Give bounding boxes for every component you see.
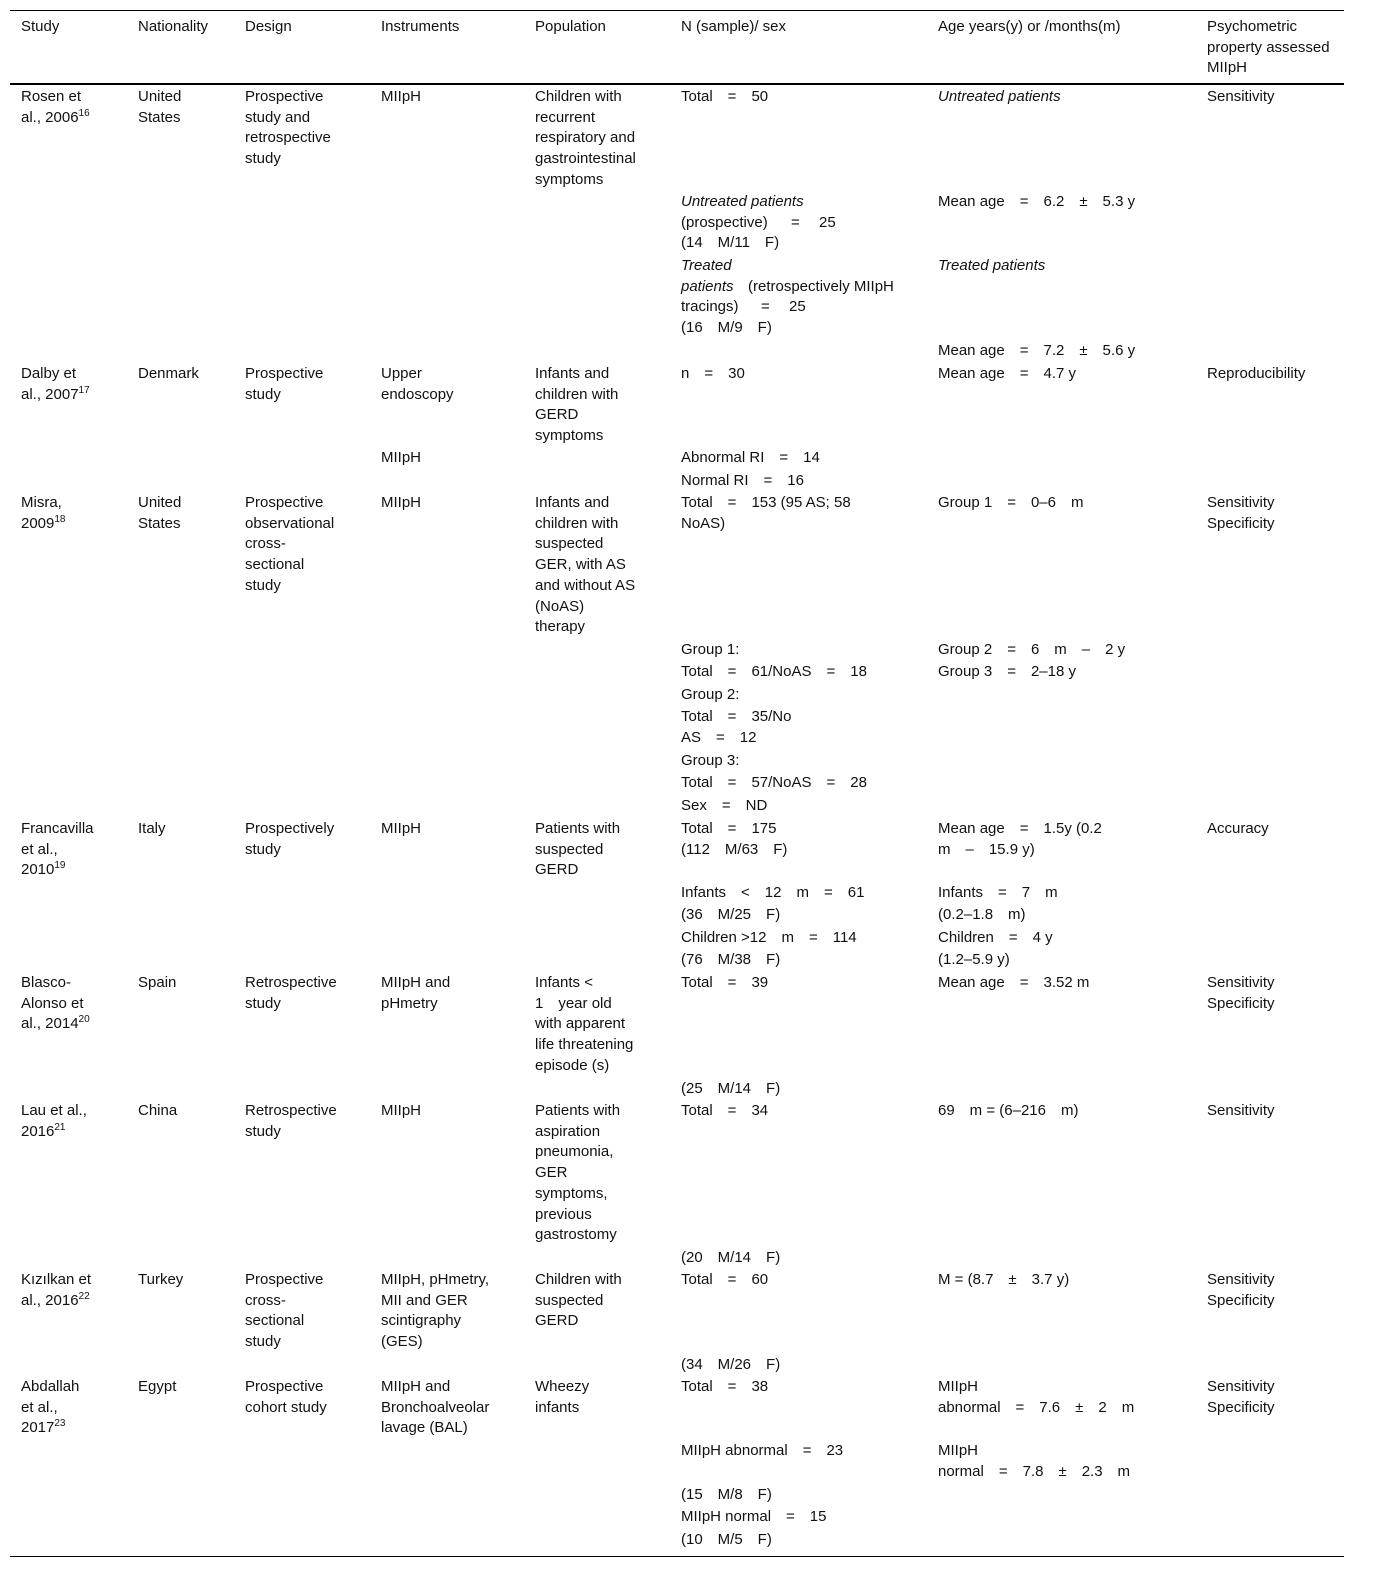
n-misra-group-line: Total = 61/NoAS = 18 bbox=[681, 663, 867, 680]
psychometric-abdallah: Sensitivity bbox=[1207, 1378, 1275, 1395]
design-abdallah: cohort study bbox=[245, 1398, 327, 1416]
psychometric-misra: Specificity bbox=[1207, 514, 1275, 532]
population-lau: gastrostomy bbox=[535, 1226, 617, 1244]
n-dalby-normal: Normal RI = 16 bbox=[681, 472, 804, 489]
n-misra-group-line: Group 2: bbox=[681, 686, 740, 703]
n-rosen-treated-value: 25 bbox=[789, 298, 806, 316]
age-misra-group2: Group 2 = 6 m – 2 y bbox=[938, 641, 1126, 658]
study-kizilkan: al., 2016$^{22}$ bbox=[21, 1290, 90, 1309]
design-blasco: Retrospective bbox=[245, 974, 337, 991]
population-lau: previous bbox=[535, 1205, 592, 1223]
n-rosen-untreated-label: Untreated patients bbox=[681, 193, 804, 210]
nationality-rosen: States bbox=[138, 108, 181, 126]
instruments-blasco: pHmetry bbox=[381, 994, 438, 1012]
n-blasco-sex: (25 M/14 F) bbox=[681, 1080, 781, 1097]
study-misra: 2009$^{18}$ bbox=[21, 513, 66, 532]
reference-number: 17 bbox=[78, 384, 90, 396]
header-study: Study bbox=[21, 18, 60, 35]
instruments-abdallah: MIIpH and bbox=[381, 1378, 451, 1395]
nationality-rosen: United bbox=[138, 88, 182, 105]
instruments-francavilla: MIIpH bbox=[381, 820, 422, 837]
psychometric-rosen: Sensitivity bbox=[1207, 88, 1275, 105]
instruments-abdallah: Bronchoalveolar bbox=[381, 1398, 490, 1416]
n-francavilla-total: (112 M/63 F) bbox=[681, 840, 788, 858]
nationality-lau: China bbox=[138, 1102, 178, 1119]
psychometric-lau: Sensitivity bbox=[1207, 1102, 1275, 1119]
age-dalby: Mean age = 4.7 y bbox=[938, 365, 1076, 382]
age-rosen-treated-mean: Mean age = 7.2 ± 5.6 y bbox=[938, 342, 1136, 359]
population-misra: therapy bbox=[535, 618, 586, 636]
n-rosen-treated-label-2: patients bbox=[681, 277, 734, 295]
n-misra-total: NoAS) bbox=[681, 514, 726, 532]
nationality-francavilla: Italy bbox=[138, 820, 166, 837]
design-blasco: study bbox=[245, 994, 281, 1012]
n-rosen-untreated-sex: (14 M/11 F) bbox=[681, 234, 780, 252]
design-rosen: study and bbox=[245, 108, 311, 126]
instruments-blasco: MIIpH and bbox=[381, 974, 451, 991]
instruments-dalby-miiph: MIIpH bbox=[381, 449, 422, 466]
design-misra: observational bbox=[245, 514, 335, 532]
age-misra-group3: Group 3 = 2–18 y bbox=[938, 663, 1076, 680]
population-misra: children with bbox=[535, 514, 619, 532]
age-abdallah-normal: MIIpH bbox=[938, 1442, 979, 1459]
table-header-rule bbox=[10, 83, 1344, 85]
nationality-misra: United bbox=[138, 494, 182, 511]
study-dalby: al., 2007$^{17}$ bbox=[21, 384, 90, 403]
study-blasco: Blasco- bbox=[21, 974, 72, 991]
header-design: Design bbox=[245, 18, 292, 35]
n-abdallah-subgroup: (10 M/5 F) bbox=[681, 1531, 772, 1548]
n-francavilla-total: Total = 175 bbox=[681, 820, 777, 837]
age-abdallah-abnormal: abnormal = 7.6 ± 2 m bbox=[938, 1398, 1135, 1416]
study-blasco: al., 2014$^{20}$ bbox=[21, 1014, 90, 1033]
n-abdallah-subgroup: (15 M/8 F) bbox=[681, 1486, 772, 1503]
age-abdallah-abnormal: MIIpH bbox=[938, 1378, 979, 1395]
study-rosen: Rosen et bbox=[21, 88, 82, 105]
instruments-kizilkan: scintigraphy bbox=[381, 1312, 462, 1330]
n-rosen-untreated-prospective: (prospective) bbox=[681, 213, 768, 231]
n-misra-group-line: Total = 57/NoAS = 28 bbox=[681, 774, 867, 791]
population-blasco: episode (s) bbox=[535, 1056, 610, 1074]
n-misra-group-line: Group 3: bbox=[681, 752, 740, 769]
reference-number: 23 bbox=[54, 1418, 66, 1430]
study-misra: Misra, bbox=[21, 494, 62, 511]
design-misra: cross- bbox=[245, 535, 286, 553]
population-lau: Patients with bbox=[535, 1102, 621, 1119]
population-misra: Infants and bbox=[535, 494, 610, 511]
table-top-rule bbox=[10, 10, 1344, 11]
population-abdallah: Wheezy bbox=[535, 1378, 590, 1395]
design-rosen: retrospective bbox=[245, 129, 331, 147]
design-francavilla: study bbox=[245, 840, 281, 858]
population-lau: symptoms, bbox=[535, 1184, 608, 1202]
n-abdallah-total: Total = 38 bbox=[681, 1378, 769, 1395]
psychometric-kizilkan: Sensitivity bbox=[1207, 1271, 1275, 1288]
age-francavilla-subgroup: Children = 4 y bbox=[938, 929, 1053, 946]
n-dalby-abnormal: Abnormal RI = 14 bbox=[681, 449, 820, 466]
design-kizilkan: sectional bbox=[245, 1312, 305, 1330]
age-abdallah-normal: normal = 7.8 ± 2.3 m bbox=[938, 1462, 1131, 1480]
n-francavilla-subgroup: (36 M/25 F) bbox=[681, 906, 781, 923]
instruments-kizilkan: MII and GER bbox=[381, 1291, 468, 1309]
reference-number: 22 bbox=[78, 1290, 90, 1302]
study-abdallah: Abdallah bbox=[21, 1378, 80, 1395]
instruments-misra: MIIpH bbox=[381, 494, 422, 511]
n-lau-sex: (20 M/14 F) bbox=[681, 1249, 781, 1266]
reference-number: 20 bbox=[78, 1014, 90, 1026]
population-lau: GER bbox=[535, 1164, 568, 1182]
instruments-kizilkan: MIIpH, pHmetry, bbox=[381, 1271, 490, 1288]
n-misra-group-line: Total = 35/No bbox=[681, 708, 792, 725]
reference-number: 18 bbox=[54, 513, 66, 525]
n-francavilla-subgroup: Children >12 m = 114 bbox=[681, 929, 857, 946]
population-misra: suspected bbox=[535, 535, 604, 553]
age-francavilla-subgroup: Infants = 7 m bbox=[938, 884, 1058, 901]
population-blasco: with apparent bbox=[535, 1015, 626, 1033]
header-nationality: Nationality bbox=[138, 18, 209, 35]
age-francavilla-mean: Mean age = 1.5y (0.2 bbox=[938, 820, 1102, 837]
age-francavilla-mean: m – 15.9 y) bbox=[938, 840, 1035, 858]
population-dalby: symptoms bbox=[535, 427, 604, 445]
study-blasco: Alonso et bbox=[21, 994, 84, 1012]
n-dalby: n = 30 bbox=[681, 365, 745, 382]
n-rosen-treated-tracings: tracings) bbox=[681, 298, 739, 316]
design-kizilkan: cross- bbox=[245, 1291, 286, 1309]
population-blasco: 1 year old bbox=[535, 994, 612, 1012]
age-rosen-untreated-mean: Mean age = 6.2 ± 5.3 y bbox=[938, 193, 1136, 210]
study-abdallah: 2017$^{23}$ bbox=[21, 1418, 66, 1437]
population-blasco: Infants < bbox=[535, 974, 593, 991]
n-kizilkan-sex: (34 M/26 F) bbox=[681, 1356, 781, 1373]
instruments-rosen: MIIpH bbox=[381, 88, 422, 105]
n-lau-total: Total = 34 bbox=[681, 1102, 769, 1119]
n-rosen-untreated-equals: = bbox=[791, 213, 800, 231]
population-lau: pneumonia, bbox=[535, 1143, 614, 1161]
header-population: Population bbox=[535, 18, 606, 35]
age-misra-group1: Group 1 = 0–6 m bbox=[938, 494, 1084, 511]
age-francavilla-subgroup: (0.2–1.8 m) bbox=[938, 906, 1026, 923]
population-rosen: Children with bbox=[535, 88, 622, 105]
table-bottom-rule bbox=[10, 1556, 1344, 1557]
reference-number: 21 bbox=[54, 1121, 66, 1133]
population-lau: aspiration bbox=[535, 1122, 601, 1140]
population-rosen: symptoms bbox=[535, 170, 604, 188]
population-kizilkan: Children with bbox=[535, 1271, 622, 1288]
nationality-kizilkan: Turkey bbox=[138, 1271, 184, 1288]
design-misra: Prospective bbox=[245, 494, 324, 511]
study-francavilla: Francavilla bbox=[21, 820, 94, 837]
n-rosen-treated-equals: = bbox=[761, 298, 770, 316]
age-francavilla-subgroup: (1.2–5.9 y) bbox=[938, 951, 1010, 968]
n-abdallah-abnormal: MIIpH abnormal = 23 bbox=[681, 1442, 844, 1459]
nationality-misra: States bbox=[138, 514, 181, 532]
study-abdallah: et al., bbox=[21, 1398, 58, 1416]
population-dalby: children with bbox=[535, 385, 619, 403]
reference-number: 16 bbox=[78, 107, 90, 119]
design-dalby: Prospective bbox=[245, 365, 324, 382]
psychometric-francavilla: Accuracy bbox=[1207, 820, 1269, 837]
design-misra: study bbox=[245, 576, 281, 594]
study-lau: 2016$^{21}$ bbox=[21, 1121, 66, 1140]
psychometric-misra: Sensitivity bbox=[1207, 494, 1275, 511]
design-dalby: study bbox=[245, 385, 281, 403]
instruments-dalby-endoscopy: Upper bbox=[381, 365, 422, 382]
population-misra: and without AS bbox=[535, 576, 636, 594]
nationality-blasco: Spain bbox=[138, 974, 177, 991]
n-francavilla-subgroup: Infants < 12 m = 61 bbox=[681, 884, 865, 901]
n-misra-group-line: Sex = ND bbox=[681, 797, 768, 814]
population-dalby: Infants and bbox=[535, 365, 610, 382]
header-psychometric: MIIpH bbox=[1207, 59, 1248, 77]
nationality-abdallah: Egypt bbox=[138, 1378, 177, 1395]
study-francavilla: et al., bbox=[21, 840, 58, 858]
design-misra: sectional bbox=[245, 556, 305, 574]
n-francavilla-subgroup: (76 M/38 F) bbox=[681, 951, 781, 968]
n-misra-group-line: AS = 12 bbox=[681, 729, 757, 746]
nationality-dalby: Denmark bbox=[138, 365, 199, 382]
age-lau: 69 m = (6–216 m) bbox=[938, 1102, 1079, 1119]
population-misra: (NoAS) bbox=[535, 597, 585, 615]
psychometric-dalby: Reproducibility bbox=[1207, 365, 1306, 382]
header-psychometric: Psychometric bbox=[1207, 18, 1298, 35]
study-rosen: al., 2006$^{16}$ bbox=[21, 107, 90, 126]
reference-number: 19 bbox=[54, 860, 66, 872]
n-blasco-total: Total = 39 bbox=[681, 974, 769, 991]
instruments-abdallah: lavage (BAL) bbox=[381, 1419, 468, 1437]
study-kizilkan: Kızılkan et bbox=[21, 1271, 92, 1288]
age-rosen-treated-label: Treated patients bbox=[938, 257, 1046, 274]
population-misra: GER, with AS bbox=[535, 556, 626, 574]
psychometric-blasco: Specificity bbox=[1207, 994, 1275, 1012]
instruments-kizilkan: (GES) bbox=[381, 1333, 423, 1351]
age-blasco: Mean age = 3.52 m bbox=[938, 974, 1090, 991]
study-francavilla: 2010$^{19}$ bbox=[21, 860, 66, 879]
n-misra-group-line: Group 1: bbox=[681, 641, 740, 658]
population-rosen: respiratory and bbox=[535, 129, 636, 147]
header-n-sex: N (sample)/ sex bbox=[681, 18, 787, 35]
design-kizilkan: study bbox=[245, 1333, 281, 1351]
age-kizilkan: M = (8.7 ± 3.7 y) bbox=[938, 1271, 1070, 1288]
study-lau: Lau et al., bbox=[21, 1102, 87, 1119]
design-abdallah: Prospective bbox=[245, 1378, 324, 1395]
population-abdallah: infants bbox=[535, 1398, 580, 1416]
header-age: Age years(y) or /months(m) bbox=[938, 18, 1121, 35]
population-rosen: recurrent bbox=[535, 108, 596, 126]
population-kizilkan: suspected bbox=[535, 1291, 604, 1309]
psychometric-blasco: Sensitivity bbox=[1207, 974, 1275, 991]
population-francavilla: Patients with bbox=[535, 820, 621, 837]
population-blasco: life threatening bbox=[535, 1036, 634, 1054]
n-abdallah-subgroup: MIIpH normal = 15 bbox=[681, 1508, 827, 1525]
population-rosen: gastrointestinal bbox=[535, 150, 636, 168]
design-rosen: study bbox=[245, 150, 281, 168]
n-rosen-total: Total = 50 bbox=[681, 88, 769, 105]
design-lau: study bbox=[245, 1122, 281, 1140]
psychometric-abdallah: Specificity bbox=[1207, 1398, 1275, 1416]
header-psychometric: property assessed bbox=[1207, 38, 1330, 56]
n-rosen-treated-sex: (16 M/9 F) bbox=[681, 319, 772, 337]
population-dalby: GERD bbox=[535, 406, 579, 424]
n-rosen-treated-retrospective: (retrospectively MIIpH bbox=[748, 277, 894, 295]
population-francavilla: GERD bbox=[535, 861, 579, 879]
instruments-dalby-endoscopy: endoscopy bbox=[381, 385, 454, 403]
design-rosen: Prospective bbox=[245, 88, 324, 105]
n-kizilkan-total: Total = 60 bbox=[681, 1271, 769, 1288]
population-kizilkan: GERD bbox=[535, 1312, 579, 1330]
population-francavilla: suspected bbox=[535, 840, 604, 858]
age-rosen-untreated-label: Untreated patients bbox=[938, 88, 1061, 105]
n-misra-total: Total = 153 (95 AS; 58 bbox=[681, 494, 851, 511]
design-kizilkan: Prospective bbox=[245, 1271, 324, 1288]
instruments-lau: MIIpH bbox=[381, 1102, 422, 1119]
study-dalby: Dalby et bbox=[21, 365, 77, 382]
design-lau: Retrospective bbox=[245, 1102, 337, 1119]
n-rosen-treated-label: Treated bbox=[681, 257, 732, 274]
psychometric-kizilkan: Specificity bbox=[1207, 1291, 1275, 1309]
design-francavilla: Prospectively bbox=[245, 820, 335, 837]
n-rosen-untreated-value: 25 bbox=[819, 213, 836, 231]
header-instruments: Instruments bbox=[381, 18, 460, 35]
